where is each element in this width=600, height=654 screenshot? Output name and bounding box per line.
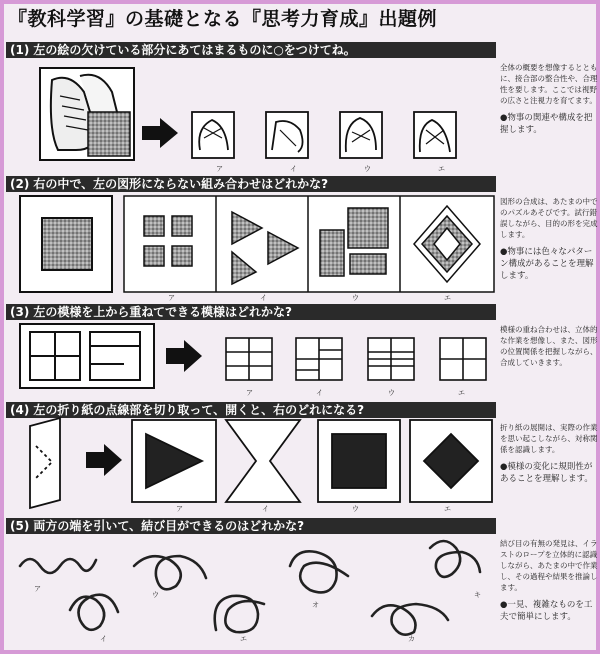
choice-label: イ	[100, 635, 107, 643]
commentary-point: ●一見、複雑なものを工夫で簡単にします。	[500, 600, 593, 622]
question-number: (4)	[10, 403, 30, 417]
question-text: 左の絵の欠けている部分にあてはまるものに○をつけてね。	[33, 43, 356, 57]
choice-label: キ	[474, 591, 481, 599]
commentary-point: ●物事には色々なパターン構成があることを理解します。	[500, 247, 594, 281]
q4-choices	[132, 420, 492, 502]
question-number: (5)	[10, 519, 30, 533]
q2-target-shape	[20, 196, 112, 292]
choice-label: イ	[260, 294, 267, 302]
choice-label: エ	[458, 389, 465, 397]
commentary-text: 全体の概要を想像するとともに、接合部の整合性や、合理性を要します。ここでは視野の広さと注視力を育てます。	[500, 63, 598, 105]
choice-label: エ	[444, 294, 451, 302]
choice-label: イ	[262, 505, 269, 513]
choice-label: ア	[176, 505, 183, 513]
choice-label: エ	[444, 505, 451, 513]
q5-ropes	[20, 541, 480, 635]
choice-label: オ	[312, 601, 319, 609]
choice-label: ウ	[388, 389, 395, 397]
question-number: (3)	[10, 305, 30, 319]
question-text: 左の折り紙の点線部を切り取って、開くと、右のどれになる?	[33, 403, 365, 417]
question-text: 両方の端を引いて、結び目ができるのはどれかな?	[33, 519, 305, 533]
choice-label: エ	[240, 635, 247, 643]
page-title: 『教科学習』の基礎となる『思考力育成』出題例	[8, 8, 438, 30]
commentary-point: ●物事の関連や構成を把握します。	[500, 113, 593, 135]
q1-shoes-picture	[40, 68, 134, 160]
choice-label: ウ	[352, 294, 359, 302]
commentary-text: 折り紙の展開は、実際の作業を思い起こしながら、対称関係を認識します。	[500, 423, 598, 454]
choice-label: ア	[216, 165, 223, 173]
choice-label: ウ	[352, 505, 359, 513]
choice-label: イ	[316, 389, 323, 397]
choice-label: イ	[290, 165, 297, 173]
commentary-point: ●模様の変化に規則性があることを理解します。	[500, 462, 593, 484]
question-number: (2)	[10, 177, 30, 191]
question-text: 左の模様を上から重ねてできる模様はどれかな?	[33, 305, 292, 319]
question-number: (1)	[10, 43, 30, 57]
q4-folded-paper	[30, 418, 60, 508]
arrow-icon	[142, 118, 178, 148]
question-text: 右の中で、左の図形にならない組み合わせはどれかな?	[33, 177, 329, 191]
choice-label: ウ	[364, 165, 371, 173]
q3-choices	[226, 338, 486, 380]
choice-label: ア	[168, 294, 175, 302]
commentary-text: 結び目の有無の発見は、イラストのロープを立体的に認識しながら、あたまの中で作業し、その過程や結果を推論します。	[500, 539, 598, 592]
choice-label: ウ	[152, 591, 159, 599]
choice-label: ア	[34, 585, 41, 593]
commentary-text: 図形の合成は、あたまの中でのパズルあそびです。試行錯誤しながら、目的の形を完成します。	[500, 197, 598, 239]
choice-label: カ	[408, 635, 415, 643]
arrow-icon	[86, 444, 122, 476]
q3-pattern-pair	[20, 324, 154, 388]
q2-choices	[124, 196, 494, 292]
arrow-icon	[166, 340, 202, 372]
q1-choices	[192, 112, 456, 158]
choice-label: ア	[246, 389, 253, 397]
commentary-text: 模様の重ね合わせは、立体的な作業を想像し、また、図形の位置関係を把握しながら、合成していきます。	[500, 325, 598, 367]
choice-label: エ	[438, 165, 445, 173]
